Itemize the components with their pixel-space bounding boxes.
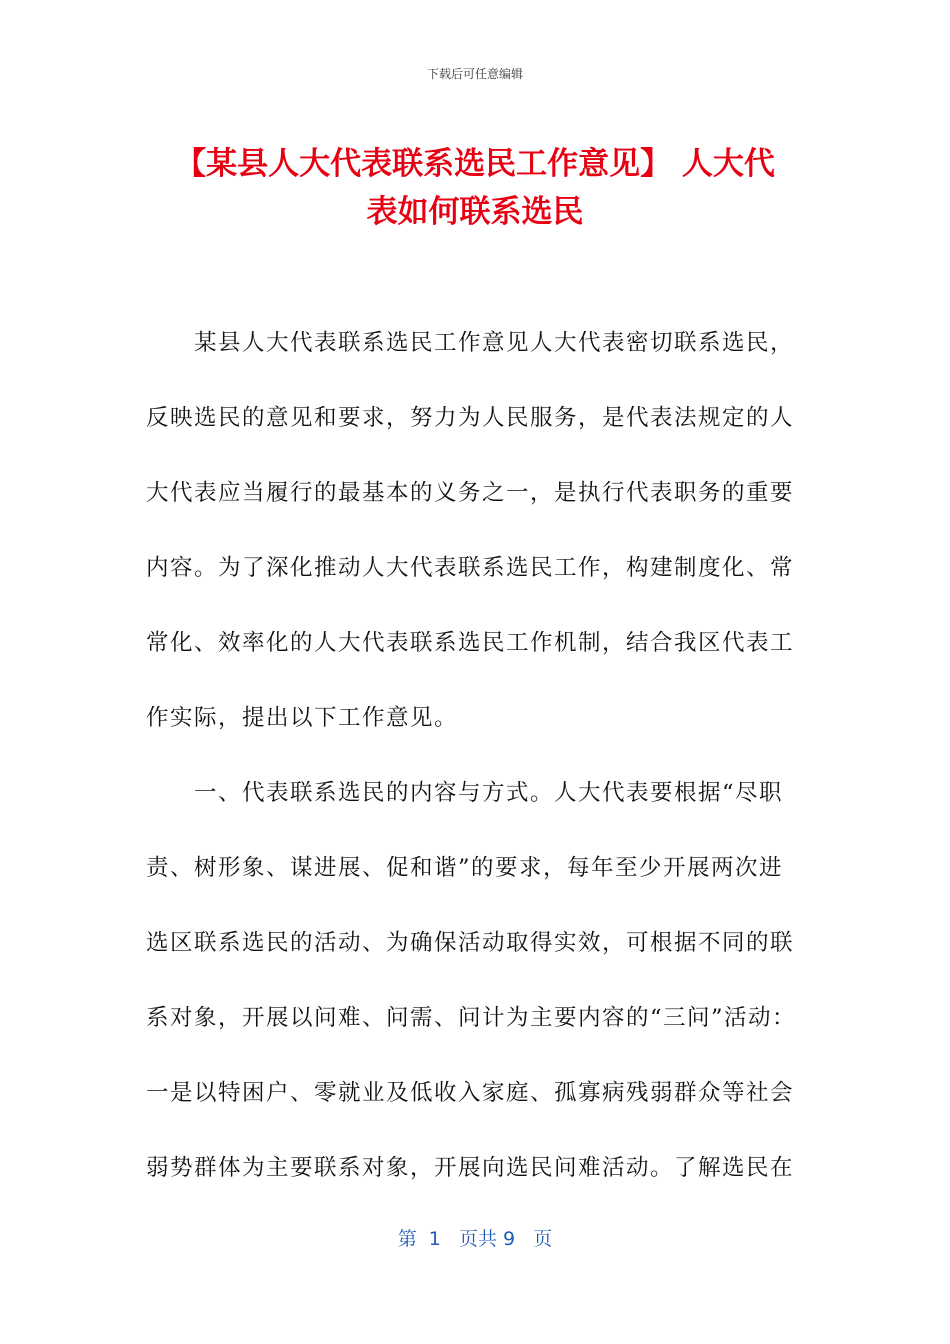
body-line: 一是以特困户、零就业及低收入家庭、孤寡病残弱群众等社会	[146, 1080, 795, 1106]
body-line: 一、代表联系选民的内容与方式。人大代表要根据“尽职	[146, 780, 784, 806]
body-line: 某县人大代表联系选民工作意见人大代表密切联系选民，	[146, 330, 795, 356]
body-line: 内容。为了深化推动人大代表联系选民工作，构建制度化、常	[146, 555, 795, 581]
body-line: 常化、效率化的人大代表联系选民工作机制，结合我区代表工	[146, 630, 795, 656]
body-line: 责、树形象、谋进展、促和谐”的要求，每年至少开展两次进	[146, 855, 784, 881]
body-line: 反映选民的意见和要求，努力为人民服务，是代表法规定的人	[146, 405, 795, 431]
body-line: 系对象，开展以问难、问需、问计为主要内容的“三问”活动：	[146, 1005, 797, 1031]
body-line: 大代表应当履行的最基本的义务之一，是执行代表职务的重要	[146, 480, 795, 506]
body-line: 选区联系选民的活动、为确保活动取得实效，可根据不同的联	[146, 930, 795, 956]
title-line: 表如何联系选民	[366, 194, 584, 230]
document-body	[146, 318, 806, 1218]
document-title	[140, 140, 810, 236]
body-line: 弱势群体为主要联系对象，开展向选民问难活动。了解选民在	[146, 1155, 795, 1181]
body-line: 作实际，提出以下工作意见。	[146, 705, 459, 731]
title-line: 【某县人大代表联系选民工作意见】 人大代	[175, 146, 775, 182]
page-number: 第 1 页共 9 页	[397, 1228, 553, 1250]
header-note: 下载后可任意编辑	[426, 67, 523, 81]
